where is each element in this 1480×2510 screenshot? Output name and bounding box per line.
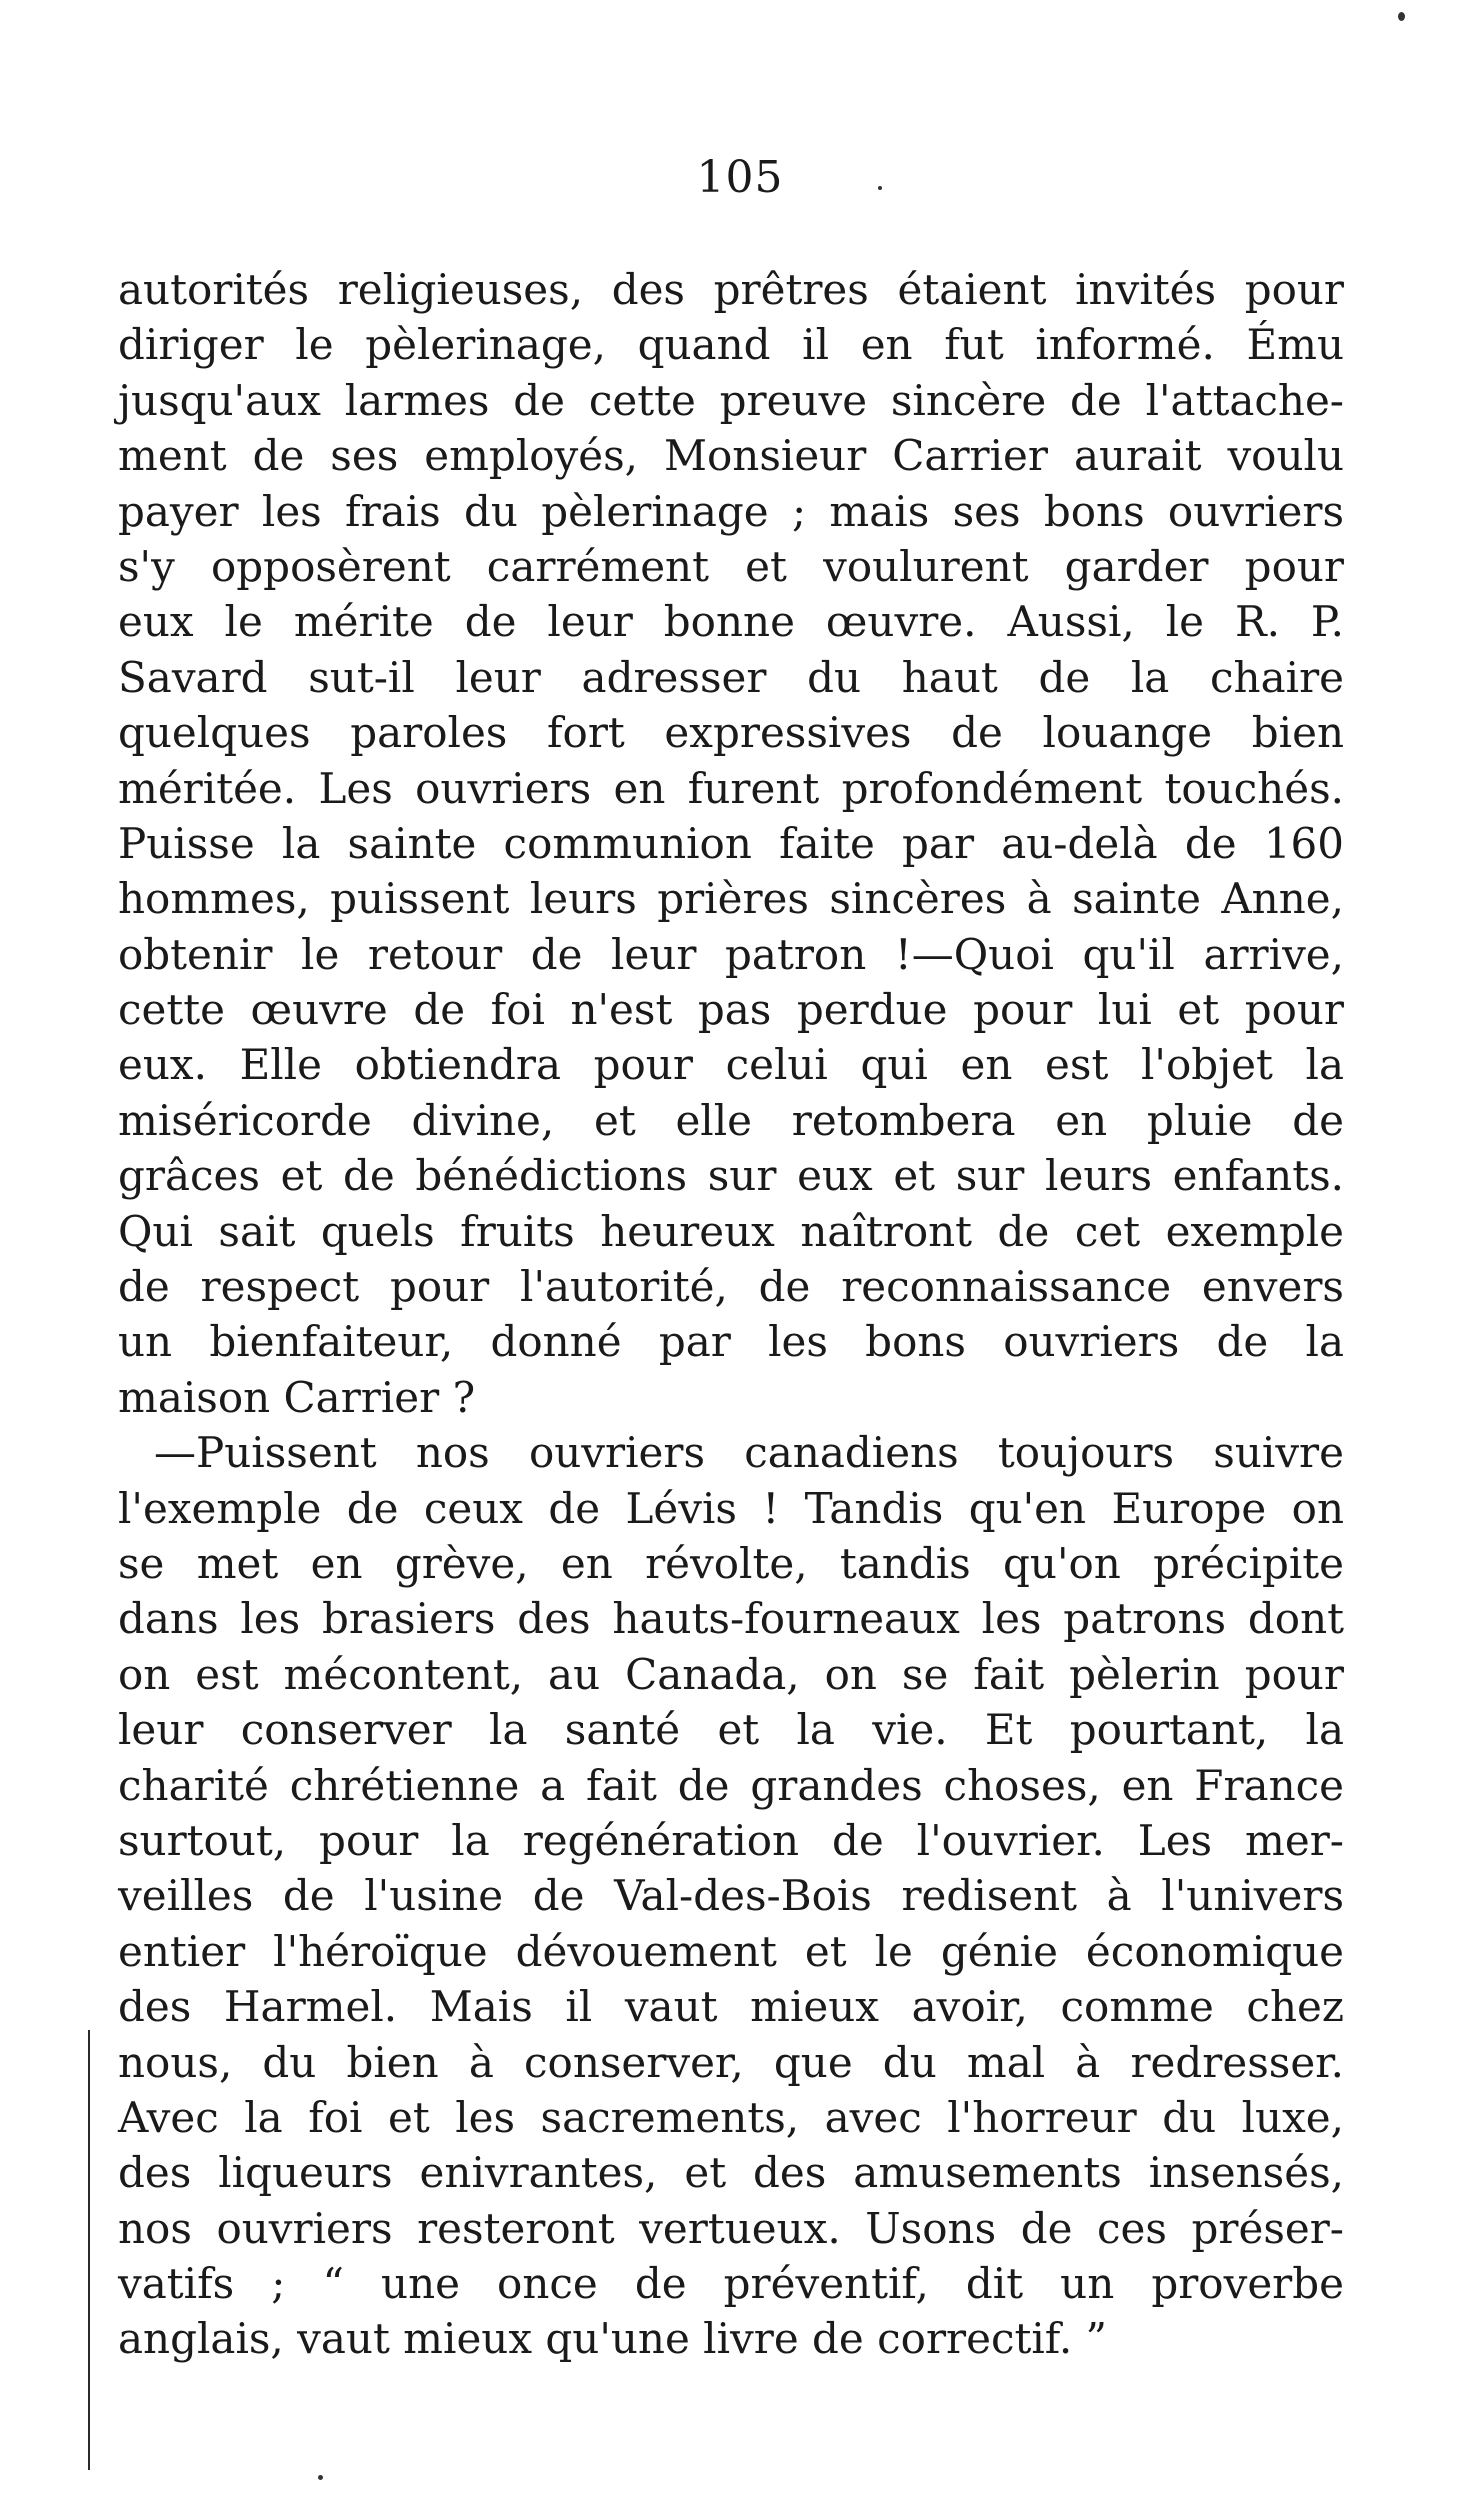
text-line: Avec la foi et les sacrements, avec l'horreur du luxe, [118, 2092, 1344, 2142]
text-line: Puisse la sainte communion faite par au-delà de 160 [118, 818, 1344, 868]
ink-speck [318, 2475, 323, 2480]
text-line: miséricorde divine, et elle retombera en pluie de [118, 1095, 1344, 1145]
text-line: un bienfaiteur, donné par les bons ouvriers de la [118, 1317, 1344, 1367]
text-line: maison Carrier ? [118, 1372, 476, 1422]
text-line: vatifs ; “ une once de préventif, dit un proverbe [118, 2259, 1344, 2309]
text-line: jusqu'aux larmes de cette preuve sincère de l'attache- [118, 375, 1344, 425]
text-line: cette œuvre de foi n'est pas perdue pour lui et pour [118, 985, 1344, 1035]
text-line: de respect pour l'autorité, de reconnaissance envers [118, 1262, 1344, 1312]
text-line: veilles de l'usine de Val-des-Bois redisent à l'univers [118, 1871, 1344, 1921]
text-line: anglais, vaut mieux qu'une livre de correctif. ” [118, 2314, 1108, 2364]
text-line: surtout, pour la regénération de l'ouvrier. Les mer- [118, 1815, 1344, 1865]
page-number: 105 [696, 152, 784, 203]
text-line: —Puissent nos ouvriers canadiens toujours suivre [154, 1428, 1344, 1478]
text-line: Savard sut-il leur adresser du haut de la chaire [118, 652, 1344, 702]
text-line: nous, du bien à conserver, que du mal à redresser. [118, 2037, 1344, 2087]
text-line: ment de ses employés, Monsieur Carrier aurait voulu [118, 431, 1344, 481]
text-line: l'exemple de ceux de Lévis ! Tandis qu'en Europe on [118, 1483, 1344, 1533]
text-line: s'y opposèrent carrément et voulurent garder pour [118, 541, 1344, 591]
text-line: charité chrétienne a fait de grandes choses, en France [118, 1760, 1344, 1810]
ink-speck [878, 186, 882, 190]
text-line: nos ouvriers resteront vertueux. Usons de ces préser- [118, 2203, 1344, 2253]
text-line: diriger le pèlerinage, quand il en fut informé. Ému [118, 320, 1344, 370]
text-line: eux le mérite de leur bonne œuvre. Aussi, le R. P. [118, 597, 1344, 647]
text-line: payer les frais du pèlerinage ; mais ses bons ouvriers [118, 486, 1344, 536]
ink-speck [1398, 12, 1405, 21]
text-line: on est mécontent, au Canada, on se fait pèlerin pour [118, 1649, 1344, 1699]
text-line: dans les brasiers des hauts-fourneaux les patrons dont [118, 1594, 1344, 1644]
text-line: quelques paroles fort expressives de louange bien [118, 708, 1344, 758]
text-line: Qui sait quels fruits heureux naîtront de cet exemple [118, 1206, 1344, 1256]
text-line: des liqueurs enivrantes, et des amusements insensés, [118, 2148, 1344, 2198]
text-line: eux. Elle obtiendra pour celui qui en est l'objet la [118, 1040, 1344, 1090]
body-text [118, 262, 1344, 2367]
text-line: hommes, puissent leurs prières sincères à sainte Anne, [118, 874, 1344, 924]
text-line: entier l'héroïque dévouement et le génie économique [118, 1926, 1344, 1976]
text-line: autorités religieuses, des prêtres étaient invités pour [118, 265, 1344, 314]
margin-rule [88, 2030, 90, 2470]
text-line: se met en grève, en révolte, tandis qu'on précipite [118, 1538, 1344, 1588]
text-line: leur conserver la santé et la vie. Et pourtant, la [118, 1705, 1344, 1755]
text-line: obtenir le retour de leur patron !—Quoi qu'il arrive, [118, 929, 1344, 979]
text-line: grâces et de bénédictions sur eux et sur leurs enfants. [118, 1151, 1344, 1201]
text-line: méritée. Les ouvriers en furent profondément touchés. [118, 763, 1344, 813]
text-line: des Harmel. Mais il vaut mieux avoir, comme chez [118, 1982, 1344, 2032]
